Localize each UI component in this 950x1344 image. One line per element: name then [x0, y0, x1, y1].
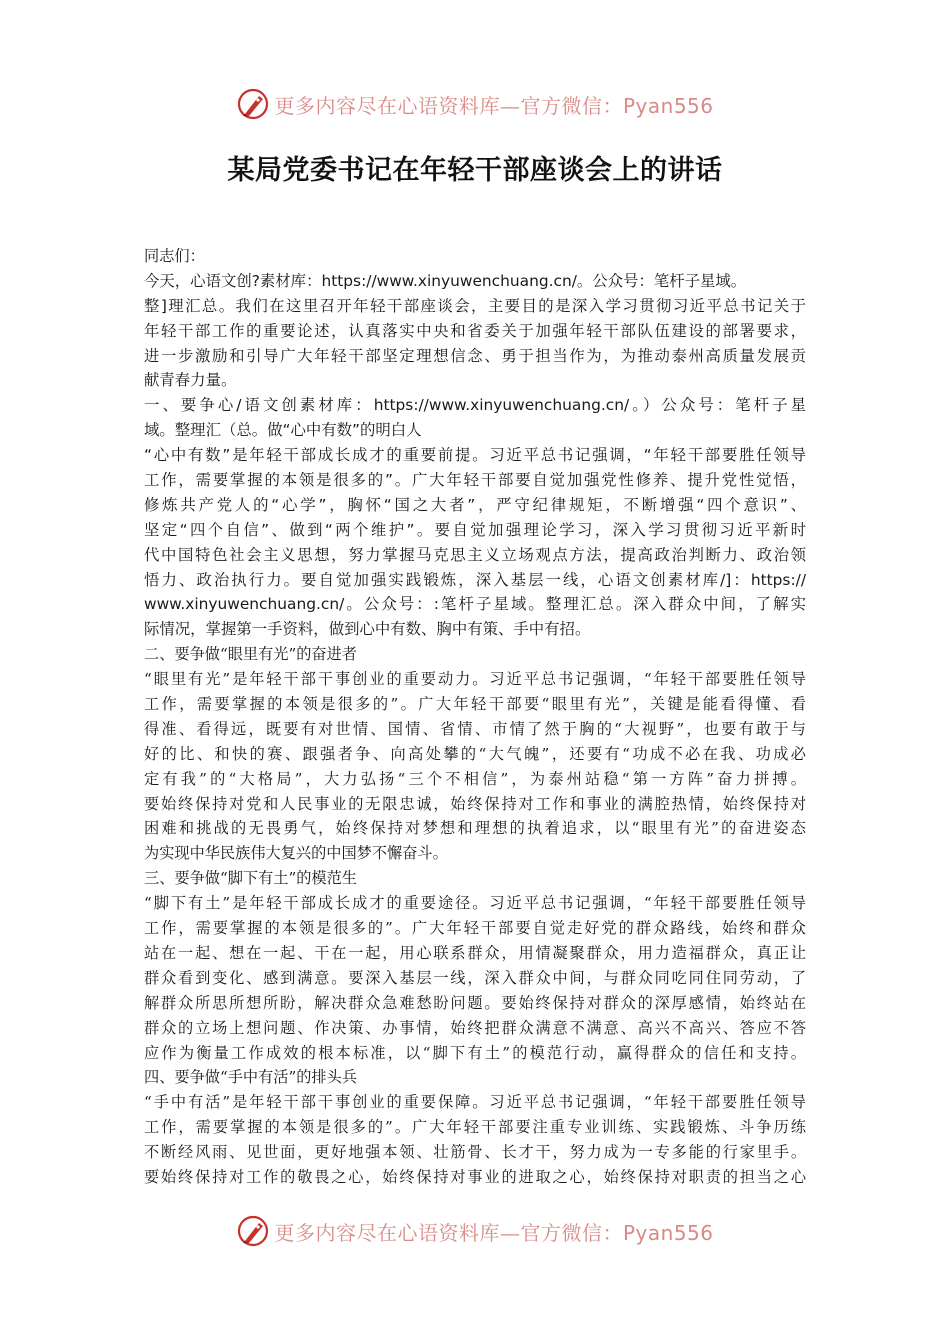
text-line: 代中国特色社会主义思想，努力掌握马克思主义立场观点方法，提高政治判断力、政治领	[144, 545, 806, 564]
text-line: 定有我”的“大格局”，大力弘扬“三个不相信”，为泰州站稳“第一方阵”奋力拼搏。	[144, 769, 806, 788]
text-line: 工作，需要掌握的本领是很多的”。广大年轻干部要“眼里有光”，关键是能看得懂、看	[144, 695, 806, 714]
text-line: 修炼共产党人的“心学”，胸怀“国之大者”，严守纪律规矩，不断增强“四个意识”、	[144, 495, 806, 514]
text-line: 群众的立场上想问题、作决策、办事情，始终把群众满意不满意、高兴不高兴、答应不答	[144, 1018, 806, 1037]
text-line: 为实现中华民族伟大复兴的中国梦不懈奋斗。	[144, 844, 448, 863]
text-line: 献青春力量。	[144, 371, 237, 390]
text-line: 进一步激励和引导广大年轻干部坚定理想信念、勇于担当作为，为推动泰州高质量发展贡	[144, 346, 806, 365]
text-line: “手中有活”是年轻干部干事创业的重要保障。习近平总书记强调，“年轻干部要胜任领导	[144, 1093, 806, 1112]
text-line: 整]理汇总。我们在这里召开年轻干部座谈会，主要目的是深入学习贯彻习近平总书记关于	[144, 296, 806, 315]
text-line: 得准、看得远，既要有对世情、国情、省情、市情了然于胸的“大视野”，也要有敢于与	[144, 719, 806, 738]
pen-nib-logo-icon	[236, 1214, 270, 1248]
text-line: 今天，心语文创?素材库：https://www.xinyuwenchuang.cn/。公众号：笔杆子星域。	[144, 271, 747, 290]
text-line: 要始终保持对党和人民事业的无限忠诚，始终保持对工作和事业的满腔热情，始终保持对	[144, 794, 806, 813]
document-body	[144, 244, 806, 1190]
text-line: 站在一起、想在一起、干在一起，用心联系群众，用情凝聚群众，用力造福群众，真正让	[144, 943, 806, 962]
watermark-banner-bottom	[0, 1209, 950, 1253]
watermark-text: 更多内容尽在心语资料库—官方微信：Pyan556	[274, 1220, 714, 1245]
salutation: 同志们：	[144, 247, 205, 265]
text-line: “心中有数”是年轻干部成长成才的重要前提。习近平总书记强调，“年轻干部要胜任领导	[144, 446, 806, 465]
text-line: “眼里有光”是年轻干部干事创业的重要动力。习近平总书记强调，“年轻干部要胜任领导	[144, 670, 806, 689]
text-line: 困难和挑战的无畏勇气，始终保持对梦想和理想的执着追求，以“眼里有光”的奋进姿态	[144, 819, 806, 838]
section-heading: 域。整理汇（总。做“心中有数”的明白人	[144, 421, 422, 440]
text-line: 好的比、和快的赛、跟强者争、向高处攀的“大气魄”，还要有“功成不必在我、功成必	[144, 744, 806, 763]
text-line: 年轻干部工作的重要论述，认真落实中央和省委关于加强年轻干部队伍建设的部署要求，	[144, 321, 806, 340]
text-line: 工作，需要掌握的本领是很多的”。广大年轻干部要自觉加强党性修养、提升党性觉悟，	[144, 471, 806, 490]
text-line: 要始终保持对工作的敬畏之心，始终保持对事业的进取之心，始终保持对职责的担当之心	[144, 1167, 806, 1186]
text-line: 解群众所思所想所盼，解决群众急难愁盼问题。要始终保持对群众的深厚感情，始终站在	[144, 993, 806, 1012]
text-line: 不断经风雨、见世面，更好地强本领、壮筋骨、长才干，努力成为一专多能的行家里手。	[144, 1143, 806, 1162]
text-line: 坚定“四个自信”、做到“两个维护”。要自觉加强理论学习，深入学习贯彻习近平新时	[144, 520, 806, 539]
text-line: 际情况，掌握第一手资料，做到心中有数、胸中有策、手中有招。	[144, 620, 591, 639]
section-heading: 三、要争做“脚下有土”的模范生	[144, 869, 357, 888]
pen-nib-logo-icon	[236, 87, 270, 121]
page-title: 某局党委书记在年轻干部座谈会上的讲话	[227, 155, 723, 186]
text-line: 悟力、政治执行力。要自觉加强实践锻炼，深入基层一线，心语文创素材库/]：https://	[144, 570, 806, 589]
text-line: 工作，需要掌握的本领是很多的”。广大年轻干部要注重专业训练、实践锻炼、斗争历练	[144, 1118, 806, 1137]
text-line: www.xinyuwenchuang.cn/。公众号：:笔杆子星域。整理汇总。深入群众中间，了解实	[144, 595, 806, 614]
section-heading: 二、要争做“眼里有光”的奋进者	[144, 645, 357, 664]
text-line: “脚下有土”是年轻干部成长成才的重要途径。习近平总书记强调，“年轻干部要胜任领导	[144, 894, 806, 913]
watermark-banner-top	[0, 82, 950, 126]
watermark-text: 更多内容尽在心语资料库—官方微信：Pyan556	[274, 93, 714, 118]
text-line: 应作为衡量工作成效的根本标准，以“脚下有土”的模范行动，赢得群众的信任和支持。	[144, 1043, 806, 1062]
section-heading: 四、要争做“手中有活”的排头兵	[144, 1068, 357, 1087]
section-heading: 一、要争心/语文创素材库：https://www.xinyuwenchuang.cn/。）公众号：笔杆子星	[144, 396, 806, 415]
text-line: 群众看到变化、感到满意。要深入基层一线，深入群众中间，与群众同吃同住同劳动，了	[144, 968, 806, 987]
text-line: 工作，需要掌握的本领是很多的”。广大年轻干部要自觉走好党的群众路线，始终和群众	[144, 919, 806, 938]
